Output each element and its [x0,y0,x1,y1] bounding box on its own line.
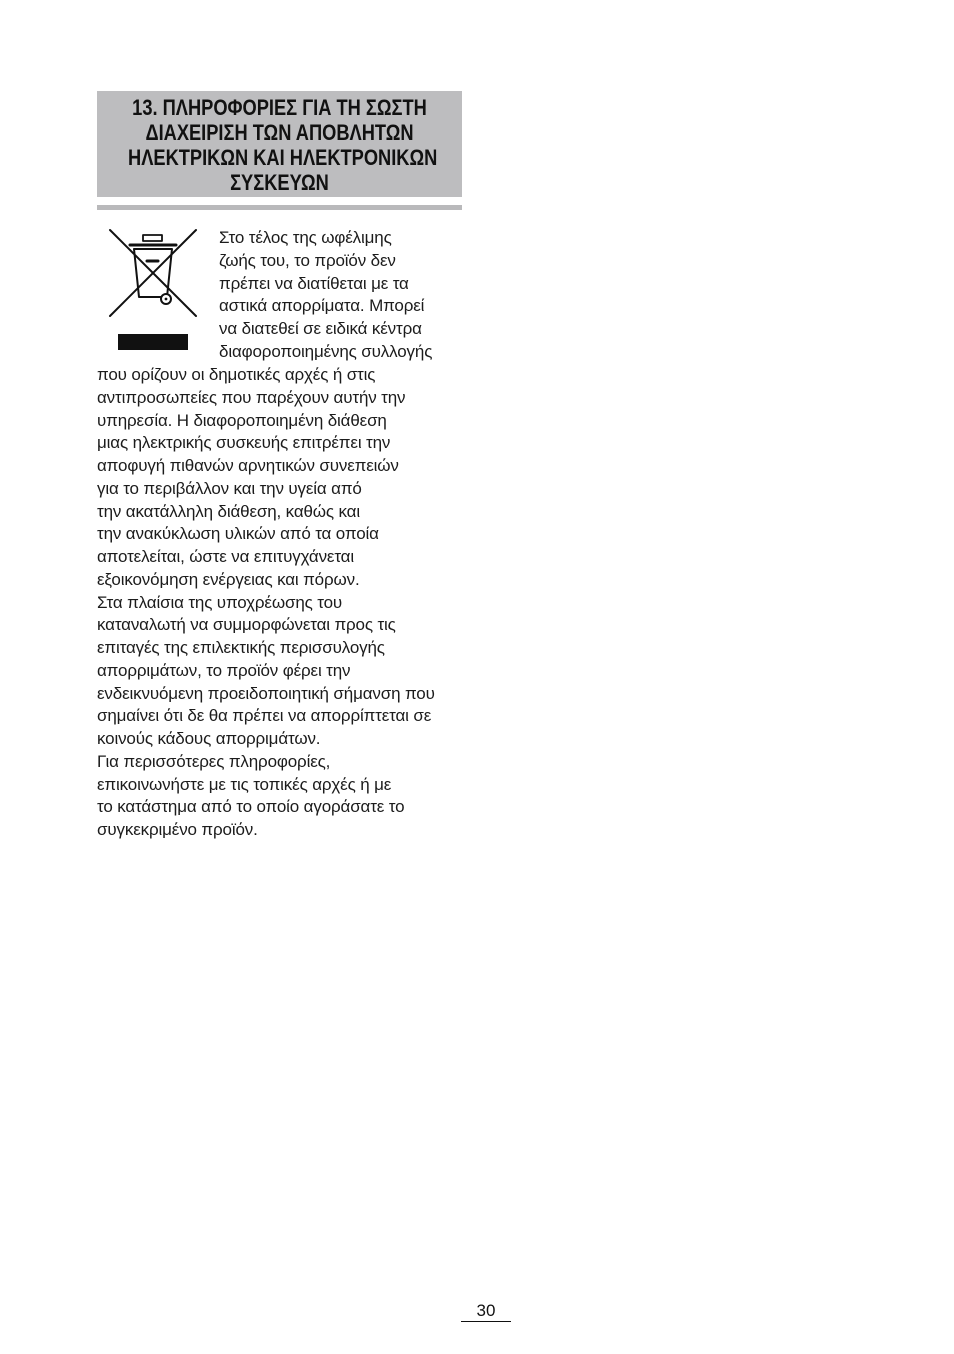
section-title [97,91,462,197]
body-line: το κατάστημα από το οποίο αγοράσατε το [97,797,405,817]
section-title-lines [128,95,438,195]
section-title-line: ΔΙΑΧΕΙΡΙΣΗ ΤΩΝ ΑΠΟΒΛΗΤΩΝ [145,120,414,145]
body-line: αντιπροσωπείες που παρέχουν αυτήν την [97,387,406,407]
body-line: εξοικονόμηση ενέργειας και πόρων. [97,569,360,589]
body-line: ζωής του, το προϊόν δεν [219,250,396,270]
crossed-out-wheelie-bin-icon [106,226,200,322]
body-line: για το περιβάλλον και την υγεία από [97,478,362,498]
body-line: αποτελείται, ώστε να επιτυγχάνεται [97,547,354,566]
body-line: συγκεκριμένο προϊόν. [97,820,258,839]
body-line: ενδεικνυόμενη προειδοποιητική σήμανση που [97,683,435,703]
body-line: υπηρεσία. Η διαφοροποιημένη διάθεση [97,410,387,430]
body-line: αποφυγή πιθανών αρνητικών συνεπειών [97,456,399,475]
body-line: Στο τέλος της ωφέλιμης [219,228,392,247]
bin-wheel-hub [165,298,168,301]
section-title-line: ΣΥΣΚΕΥΩΝ [230,170,329,195]
body-line: επικοινωνήστε με τις τοπικές αρχές ή με [97,774,392,794]
body-line: Για περισσότερες πληροφορίες, [97,751,331,771]
body-line: Στα πλαίσια της υποχρέωσης του [97,592,343,612]
body-text [97,364,435,842]
section-title-line: ΗΛΕΚΤΡΙΚΩΝ ΚΑΙ ΗΛΕΚΤΡΟΝΙΚΩΝ [128,145,438,170]
body-line: πρέπει να διατίθεται με τα [219,273,409,293]
body-line: αστικά απορρίματα. Μπορεί [219,296,425,316]
body-line: καταναλωτή να συμμορφώνεται προς τις [97,615,396,635]
weee-solid-bar [118,334,188,350]
body-line: μιας ηλεκτρικής συσκευής επιτρέπει την [97,433,391,453]
header-divider [97,205,462,210]
body-line: την ακατάλληλη διάθεση, καθώς και [97,501,360,521]
body-line: σημαίνει ότι δε θα πρέπει να απορρίπτεται σε [97,706,432,726]
section-title-line: 13. ΠΛΗΡΟΦΟΡΙΕΣ ΓΙΑ ΤΗ ΣΩΣΤΗ [132,95,427,120]
body-text-beside-icon [219,227,432,364]
body-line: που ορίζουν οι δημοτικές αρχές ή στις [97,365,376,384]
body-line: την ανακύκλωση υλικών από τα οποία [97,524,379,544]
body-line: διαφοροποιημένης συλλογής [219,341,433,361]
page-number: 30 [461,1301,511,1322]
body-line: κοινούς κάδους απορριμάτων. [97,729,321,748]
body-line: απορριμάτων, το προϊόν φέρει την [97,660,351,680]
body-line: να διατεθεί σε ειδικά κέντρα [219,319,422,338]
bin-handle [143,235,162,241]
body-line: επιταγές της επιλεκτικής περισσυλογής [97,638,385,657]
